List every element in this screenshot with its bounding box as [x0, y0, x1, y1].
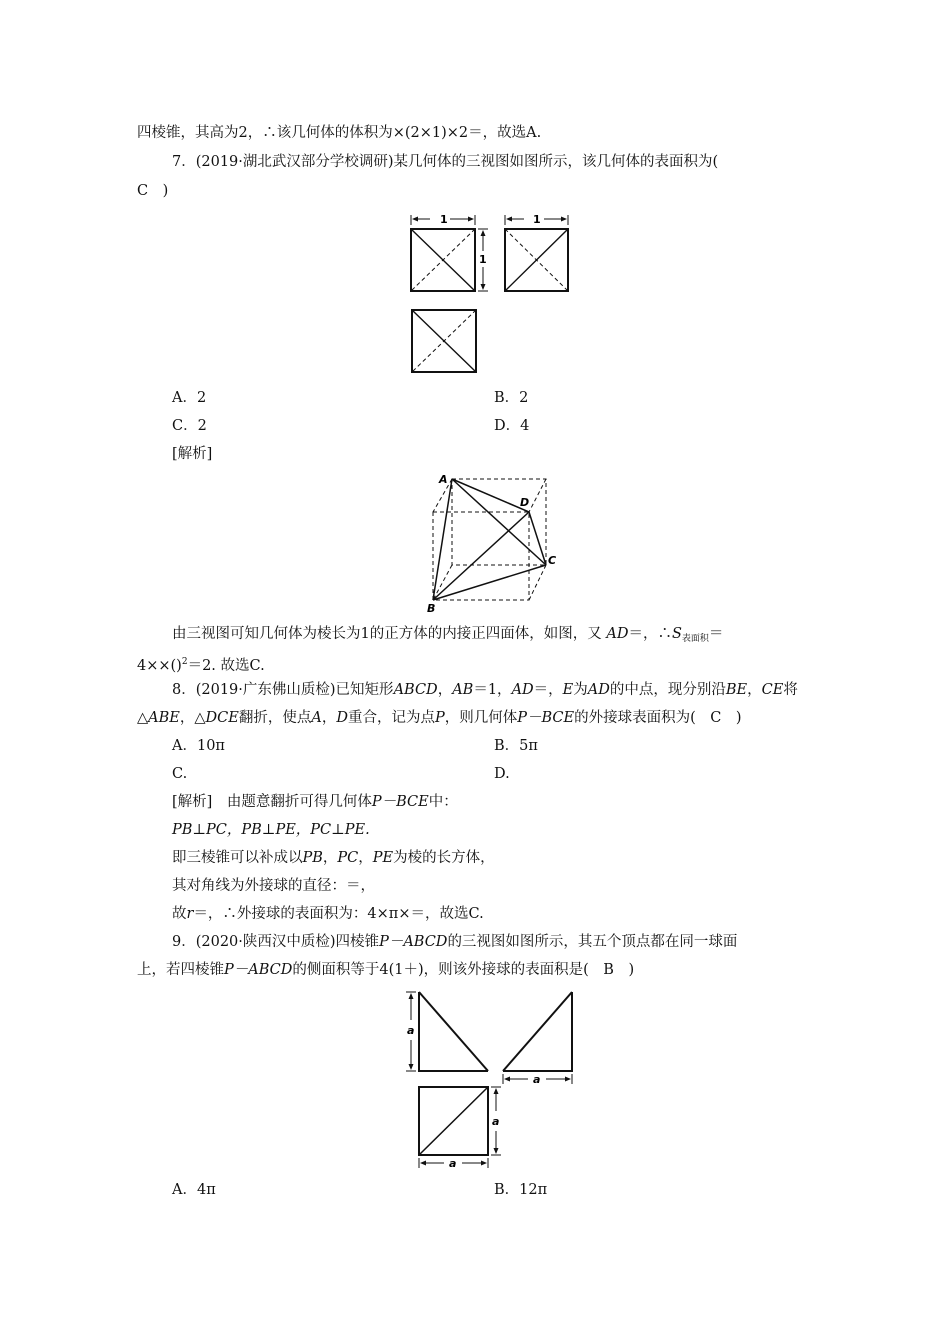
q7-dim-label-side: 1 [533, 213, 541, 226]
q8-solution-line4: 其对角线为外接球的直径：＝， [172, 878, 375, 894]
q7-cube-label-c: C [548, 554, 557, 567]
q8-stem-line1 [172, 680, 798, 700]
q8-l1-ad: AD [511, 682, 534, 698]
q8-option-d: D. [494, 766, 510, 782]
q8-l2-e: 重合，记为点 [347, 710, 435, 726]
q8-l1-e-var: E [562, 682, 574, 698]
q7-dim-label-front: 1 [440, 213, 448, 226]
q8-sol3-a: 即三棱锥可以补成以 [172, 850, 303, 866]
q8-l2-pbce: P－BCE [517, 710, 575, 726]
q7-sol-s-sub: 表面积 [681, 634, 709, 644]
q7-solution-line1 [172, 624, 723, 649]
q7-option-b: B．2 [494, 390, 529, 406]
q8-sol5-a: 故 [172, 906, 187, 922]
q8-l1-be: BE [725, 682, 748, 698]
q9-option-a: A．4π [172, 1182, 216, 1198]
q8-l2-g: 的外接球表面积为( C ) [574, 710, 742, 726]
q8-l2-a: △ [137, 710, 149, 726]
q8-sol5-b: ＝，∴外接球的表面积为：4×π×＝，故选C. [193, 906, 484, 922]
q9-three-view-figure [400, 988, 585, 1168]
q9-dim-label-top-width: a [449, 1157, 457, 1168]
q8-l1-abcd: ABCD [393, 682, 438, 698]
q9-dim-label-side: a [533, 1073, 541, 1086]
q8-sol1-b: 中： [428, 794, 458, 810]
q9-dim-label-front: a [407, 1024, 415, 1037]
q8-sol3-pb: PB [302, 850, 323, 866]
q8-l1-h: 将 [783, 682, 798, 698]
q8-l2-d: ， [321, 710, 337, 726]
q8-l1-c: ＝1， [473, 682, 512, 698]
q7-sol-text2: ＝，∴ [628, 626, 672, 642]
q8-solution-line2: PB⊥PC，PB⊥PE，PC⊥PE. [172, 822, 370, 838]
q8-sol3-d: 为棱的长方体， [393, 850, 495, 866]
q7-sol2-a: 4××() [137, 658, 182, 674]
q8-l1-e: 为 [573, 682, 588, 698]
q9-l2-a: 上，若四棱锥 [137, 962, 224, 978]
q8-solution-line1 [172, 792, 458, 812]
q8-option-c: C. [172, 766, 188, 782]
q8-option-b: B．5π [494, 738, 538, 754]
q7-sol-text3: ＝ [708, 626, 724, 642]
q8-sol3-pc: PC [337, 850, 359, 866]
q8-solution-line3 [172, 848, 495, 868]
q9-stem-line1 [172, 932, 737, 952]
q8-l1-g: ， [747, 682, 762, 698]
q7-dim-label-height: 1 [479, 253, 487, 266]
q7-three-view-figure [400, 205, 600, 380]
q8-l1-b: ， [437, 682, 453, 698]
q8-sol1-a: [解析] 由题意翻折可得几何体 [172, 794, 372, 810]
q8-l1-ad2: AD [587, 682, 610, 698]
q8-l2-d-var: D [336, 710, 348, 726]
q8-l2-abe: ABE [148, 710, 180, 726]
q8-l1-a: 8．(2019·广东佛山质检)已知矩形 [172, 682, 394, 698]
q8-solution-line5 [172, 904, 484, 924]
q8-option-a: A．10π [172, 738, 225, 754]
q7-sol-text1: 由三视图可知几何体为棱长为1的正方体的内接正四面体，如图，又 [172, 626, 602, 642]
q8-sol5-r: r [186, 906, 194, 922]
q9-l1-a: 9．(2020·陕西汉中质检)四棱锥 [172, 934, 380, 950]
q7-jiexi-label: [解析] [172, 446, 213, 462]
q9-l1-b: 的三视图如图所示，其五个顶点都在同一球面 [447, 934, 738, 950]
q7-cube-label-d: D [520, 496, 530, 509]
q9-option-b: B．12π [494, 1182, 548, 1198]
q7-option-c: C．2 [172, 418, 207, 434]
q9-dim-label-top-height: a [492, 1115, 500, 1128]
q8-l2-b: ，△ [179, 710, 206, 726]
q9-stem-line2 [137, 960, 634, 980]
q7-sol2-b: ＝2. 故选C. [187, 658, 265, 674]
q8-l2-a-var: A [311, 710, 322, 726]
q8-l1-d: ＝， [533, 682, 563, 698]
q8-sol3-c: ， [358, 850, 373, 866]
q7-solution-line2 [137, 652, 265, 676]
q7-option-d: D．4 [494, 418, 530, 434]
q8-sol3-pe: PE [372, 850, 394, 866]
q7-sol2-sup: 2 [181, 657, 188, 667]
q9-l1-p: P－ABCD [379, 934, 448, 950]
q8-l2-c: 翻折，使点 [238, 710, 312, 726]
q8-sol1-p: P－BCE [371, 794, 429, 810]
q7-sol-s: S [671, 626, 682, 642]
q9-l2-p: P－ABCD [224, 962, 293, 978]
q6-tail: 四棱锥，其高为2，∴该几何体的体积为×(2×1)×2＝，故选A. [137, 125, 542, 141]
q9-l2-b: 的侧面积等于4(1＋)，则该外接球的表面积是( B ) [292, 962, 635, 978]
q8-l1-f: 的中点，现分别沿 [609, 682, 726, 698]
q8-l2-dce: DCE [205, 710, 239, 726]
q7-cube-label-b: B [427, 602, 436, 615]
q7-cube-figure [425, 470, 565, 615]
q8-l2-p: P [434, 710, 445, 726]
q8-sol3-b: ， [322, 850, 338, 866]
q7-sol-ad: AD [606, 626, 629, 642]
q7-cube-label-a: A [439, 473, 448, 486]
q8-l1-ce: CE [761, 682, 784, 698]
q7-stem-line2: C ) [137, 183, 169, 199]
q8-l1-ab: AB [452, 682, 474, 698]
q8-l2-f: ，则几何体 [444, 710, 518, 726]
q8-stem-line2 [137, 708, 742, 728]
q7-option-a: A．2 [172, 390, 207, 406]
q7-stem-line1: 7．(2019·湖北武汉部分学校调研)某几何体的三视图如图所示，该几何体的表面积为( [172, 154, 719, 170]
